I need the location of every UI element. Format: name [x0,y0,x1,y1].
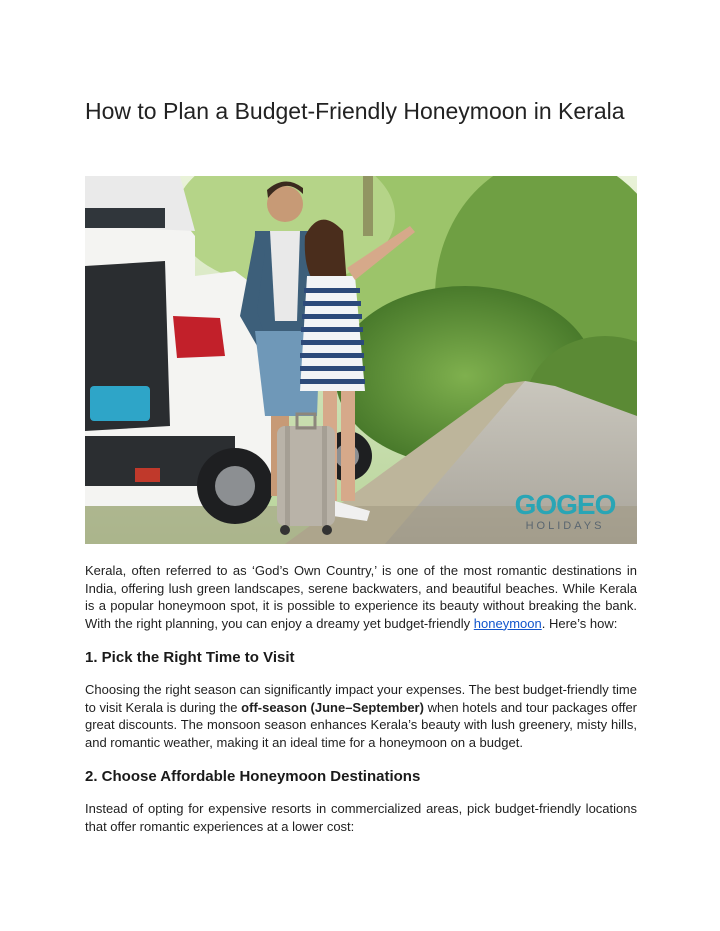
logo-text-go: GO [514,489,557,520]
hero-image [85,176,637,544]
intro-text-start: Kerala, often referred to as ‘God’s Own Country,’ is one of the most romantic destinations in India, offering lush green landscapes, serene backwaters, and beautiful beaches. While Kerala is a popular honeymoon spot, it is possible to experience its beauty without breaking the bank. With the right planning, you can enjoy a dreamy yet budget-friendly [85,563,637,631]
intro-paragraph [85,562,637,632]
section-heading-2: 2. Choose Affordable Honeymoon Destinations [85,768,421,785]
section-1-paragraph [85,681,637,751]
honeymoon-link[interactable]: honeymoon [473,615,542,631]
section-2-paragraph: Instead of opting for expensive resorts in commercialized areas, pick budget-friendly locations that offer romantic experiences at a lower cost: [85,801,637,834]
brand-logo [500,491,630,533]
section-1-text-start: Choosing the right season can significantly impact your expenses. The best budget-friendly time to visit Kerala is during the [85,682,637,715]
section-1-text-end: when hotels and tour packages offer great discounts. The monsoon season enhances Kerala’s beauty with lush greenery, misty hills, and romantic weather, making it an ideal time for a honeymoon on a budget. [85,699,637,750]
page-title: How to Plan a Budget-Friendly Honeymoon in Kerala [85,98,625,124]
off-season-bold-text: off-season (June–September) [241,699,424,715]
logo-text-geo: GEO [556,489,616,520]
logo-subtext: HOLIDAYS [525,520,605,532]
intro-text-end: . Here’s how: [541,615,618,631]
section-heading-1: 1. Pick the Right Time to Visit [85,649,295,666]
